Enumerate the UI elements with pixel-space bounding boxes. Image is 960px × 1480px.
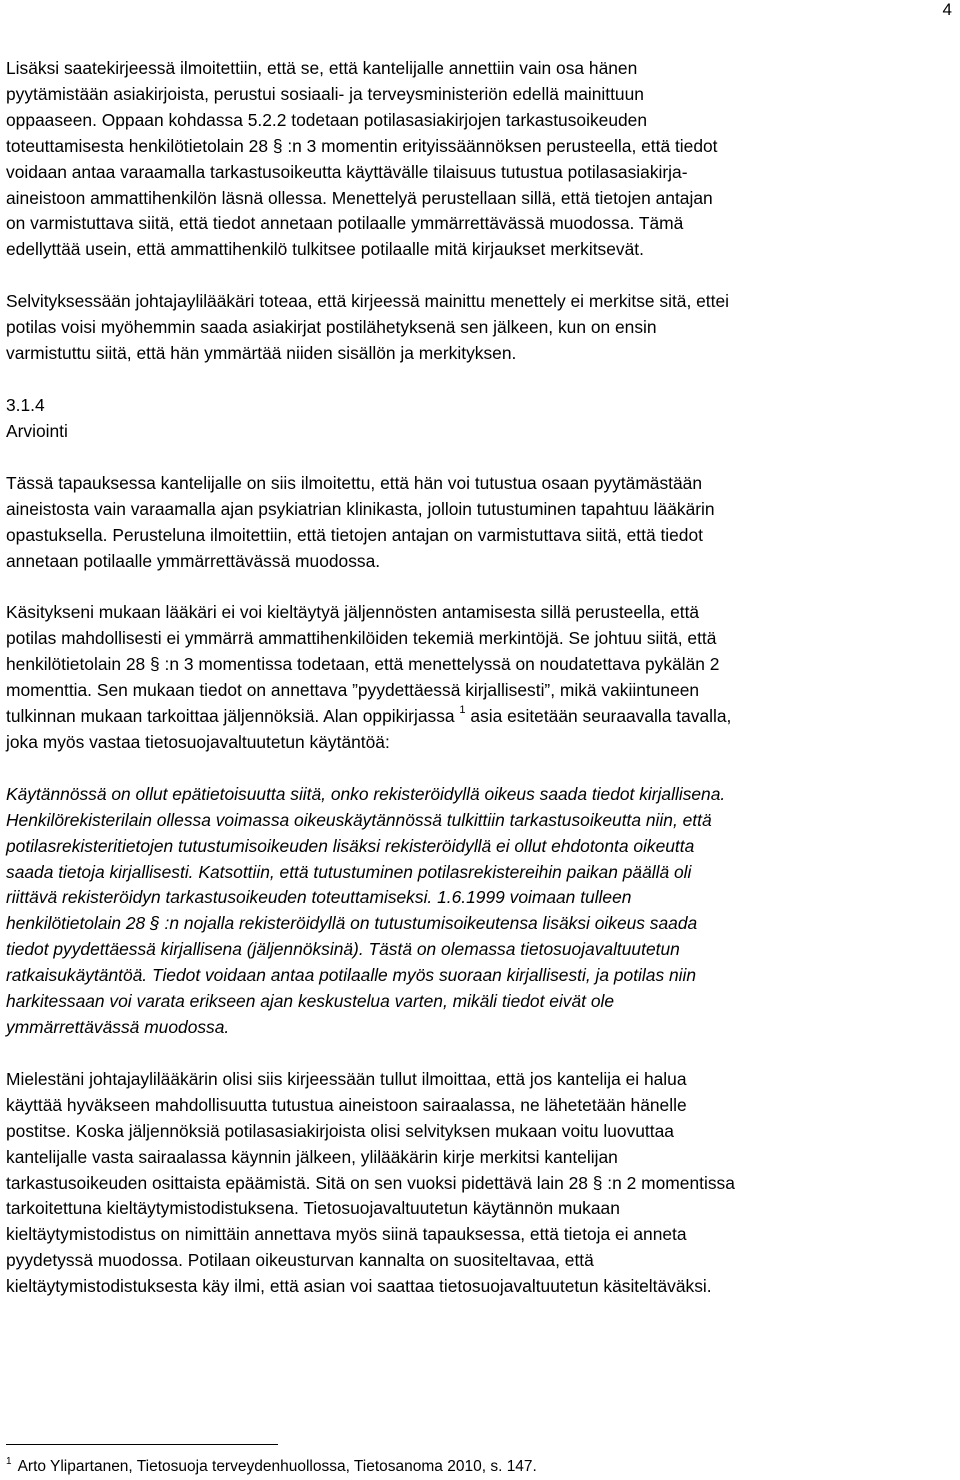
footnote-reference: 1: [459, 704, 466, 717]
footnote-number: 1: [6, 1456, 12, 1467]
text-line: Selvityksessään johtajaylilääkäri toteaa, että kirjeessä mainittu menettely ei merkitse sitä, ettei: [6, 291, 730, 312]
text-line: tarkoitettuna kieltäytymistodistuksena. Tietosuojavaltuutetun käytännön mukaan: [6, 1198, 620, 1219]
text-line: Lisäksi saatekirjeessä ilmoitettiin, että se, että kantelijalle annettiin vain osa hänen: [6, 58, 638, 78]
quote-line: Käytännössä on ollut epätietoisuutta siitä, onko rekisteröidyllä oikeus saada tiedot kirjallisena.: [6, 783, 726, 804]
text-line: annetaan potilaalle ymmärrettävässä muodossa.: [6, 550, 381, 571]
text-line: joka myös vastaa tietosuojavaltuutetun käytäntöä:: [6, 731, 390, 752]
text-line: kieltäytymistodistus on nimittäin annettava myös siinä tapauksessa, että tietoja ei anneta: [6, 1224, 687, 1245]
section-heading: [6, 393, 956, 445]
block-quote: [6, 782, 956, 1041]
text-line: potilas voisi myöhemmin saada asiakirjat postilähetyksenä sen jälkeen, kun on ensin: [6, 317, 657, 338]
paragraph-assessment: [6, 471, 956, 575]
text-line: aineistoon ammattihenkilön läsnä ollessa. Menettelyä perustellaan sillä, että tietojen antajan: [6, 187, 713, 208]
text-line: voidaan antaa varaamalla tarkastusoikeutta käyttävälle tilaisuus tutustua potilasasiakirja-: [6, 161, 688, 182]
section-number: 3.1.4: [6, 394, 45, 415]
text-line: Mielestäni johtajaylilääkärin olisi siis kirjeessään tullut ilmoittaa, että jos kantelija ei halua: [6, 1068, 687, 1089]
text-line: toteuttamisesta henkilötietolain 28 § :n 3 momentin erityissäännöksen perusteella, että tiedot: [6, 135, 718, 156]
quote-line: riittävä rekisteröidyn tarkastusoikeuden toteuttamiseksi. 1.6.1999 voimaan tulleen: [6, 887, 632, 908]
text-segment: tulkinnan mukaan tarkoittaa jäljennöksiä. Alan oppikirjassa: [6, 706, 455, 727]
text-line: postitse. Koska jäljennöksiä potilasasiakirjoista olisi selvityksen mukaan voitu luovuttaa: [6, 1120, 674, 1141]
text-segment: asia esitetään seuraavalla tavalla,: [465, 706, 732, 727]
section-title: Arviointi: [6, 420, 68, 441]
paragraph-conclusion: [6, 1067, 956, 1300]
footnote-text: Arto Ylipartanen, Tietosuoja terveydenhuollossa, Tietosanoma 2010, s. 147.: [17, 1458, 537, 1475]
paragraph-intro: [6, 56, 956, 263]
text-line: aineistosta vain varaamalla ajan psykiatrian klinikasta, jolloin tutustuminen tapahtuu lääkärin: [6, 498, 715, 519]
text-line: tarkastusoikeuden osittaista epäämistä. Sitä on sen vuoksi pidettävä lain 28 § :n 2 momentissa: [6, 1172, 735, 1193]
quote-line: ymmärrettävässä muodossa.: [6, 1017, 230, 1037]
quote-line: ratkaisukäytäntöä. Tiedot voidaan antaa potilaalle myös suoraan kirjallisesti, ja potilas niin: [6, 965, 697, 986]
document-body: [6, 56, 956, 1300]
text-line: Käsitykseni mukaan lääkäri ei voi kieltäytyä jäljennösten antamisesta sillä perusteella, että: [6, 602, 700, 623]
text-line: pyytämistään asiakirjoista, perustui sosiaali- ja terveysministeriön edellä mainittuun: [6, 83, 644, 104]
text-line-with-footnote: [6, 704, 956, 730]
text-line: kantelijalle vasta sairaalassa käynnin jälkeen, ylilääkärin kirje merkitsi kantelijan: [6, 1146, 618, 1167]
text-line: oppaaseen. Oppaan kohdassa 5.2.2 todetaan potilasasiakirjojen tarkastusoikeuden: [6, 109, 648, 130]
paragraph-opinion: [6, 600, 956, 755]
text-line: kieltäytymistodistuksesta käy ilmi, että asian voi saattaa tietosuojavaltuutetun käsiteltäväksi.: [6, 1276, 712, 1297]
text-line: momenttia. Sen mukaan tiedot on annettava ”pyydettäessä kirjallisesti”, mikä vakiintuneen: [6, 680, 700, 701]
footnote-divider: [6, 1444, 278, 1445]
quote-line: harkitessaan voi varata erikseen ajan keskustelua varten, mikäli tiedot eivät ole: [6, 991, 615, 1012]
paragraph-statement: [6, 289, 956, 367]
footnote: [6, 1457, 537, 1477]
quote-line: tiedot pyydettäessä kirjallisena (jäljennöksinä). Tästä on olemassa tietosuojavaltuutetun: [6, 939, 680, 960]
text-line: potilas mahdollisesti ei ymmärrä ammattihenkilöiden tekemiä merkintöjä. Se johtuu siitä, että: [6, 628, 717, 649]
text-line: varmistuttu siitä, että hän ymmärtää niiden sisällön ja merkityksen.: [6, 343, 517, 364]
quote-line: Henkilörekisterilain ollessa voimassa oikeuskäytännössä tulkittiin tarkastusoikeutta niin, että: [6, 809, 712, 830]
text-line: Tässä tapauksessa kantelijalle on siis ilmoitettu, että hän voi tutustua osaan pyytämästään: [6, 472, 703, 493]
text-line: henkilötietolain 28 § :n 3 momentissa todetaan, että menettelyssä on noudatettava pykälän 2: [6, 654, 720, 675]
text-line: pyydetyssä muodossa. Potilaan oikeusturvan kannalta on suositeltavaa, että: [6, 1250, 594, 1271]
page-number: 4: [942, 0, 952, 19]
quote-line: henkilötietolain 28 § :n nojalla rekisteröidyllä on tutustumisoikeutensa lisäksi oikeus saada: [6, 913, 698, 934]
text-line: opastuksella. Perusteluna ilmoitettiin, että tietojen antajan on varmistuttava siitä, että tiedot: [6, 524, 703, 545]
text-line: on varmistuttava siitä, että tiedot annetaan potilaalle ymmärrettävässä muodossa. Tämä: [6, 213, 684, 234]
text-line: käyttää hyväkseen mahdollisuutta tutustua aineistoon sairaalassa, ne lähetetään hänelle: [6, 1094, 687, 1115]
quote-line: saada tietoja kirjallisesti. Katsottiin, että tutustuminen potilasrekistereihin paikan päällä oli: [6, 861, 692, 882]
text-line: edellyttää usein, että ammattihenkilö tulkitsee potilaalle mitä kirjaukset merkitsevät.: [6, 239, 644, 260]
quote-line: potilasrekisteritietojen tutustumisoikeuden lisäksi rekisteröidyllä ei ollut ehdotonta oikeutta: [6, 835, 695, 856]
